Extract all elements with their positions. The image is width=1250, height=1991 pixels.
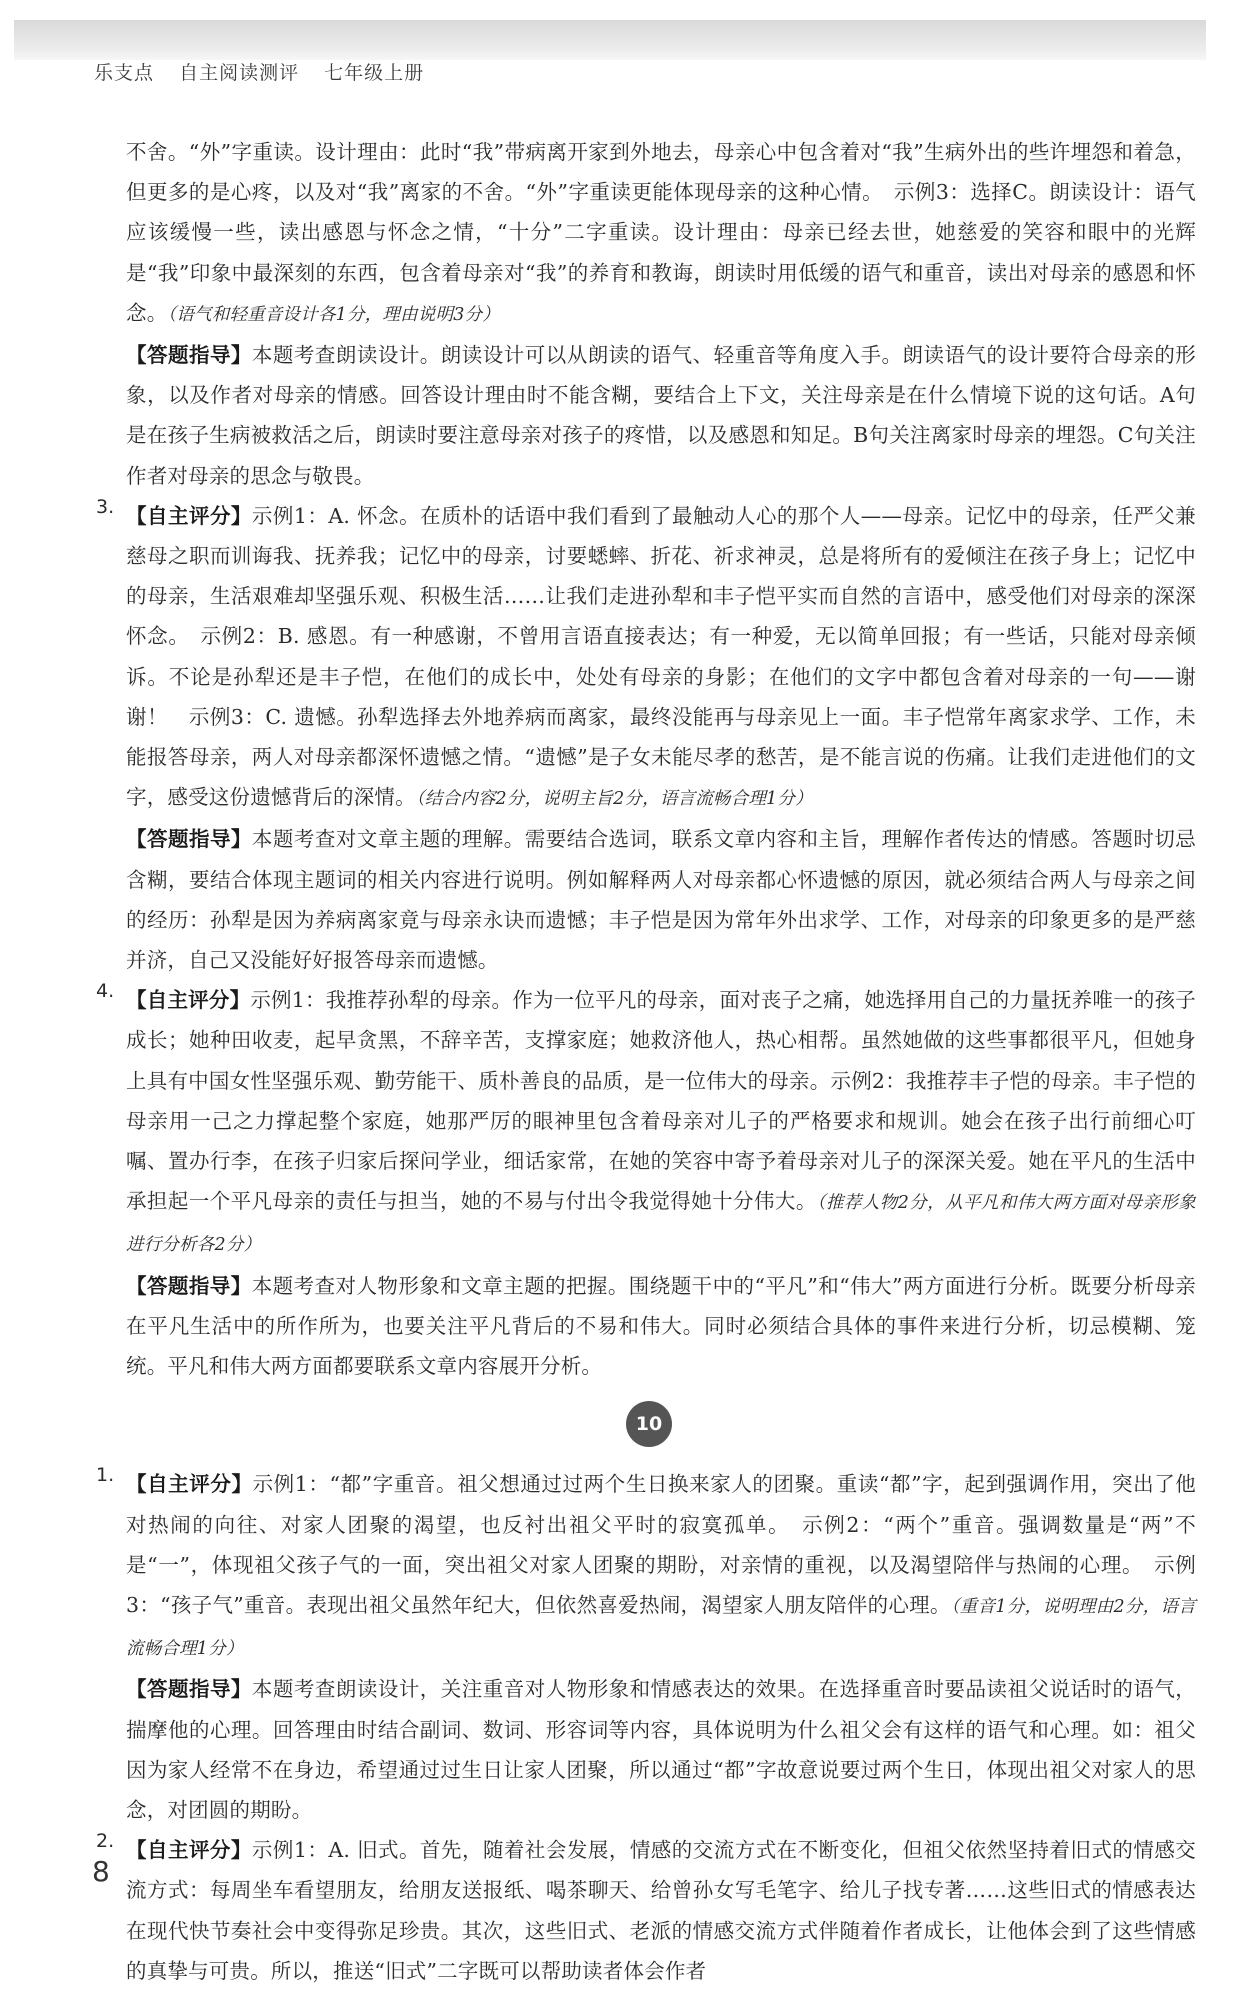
answer-item <box>96 1464 1196 1830</box>
guide-tag: 【答题指导】 <box>126 343 252 368</box>
item-number: 4. <box>96 980 115 1003</box>
guide-tag: 【答题指导】 <box>126 827 252 852</box>
scoring-tag: 【自主评分】 <box>126 503 252 528</box>
answer-item <box>96 496 1196 980</box>
scoring-note: （推荐人物2分，从平凡和伟大两方面对母亲形象进行分析各2分） <box>126 1193 1196 1256</box>
continued-guide <box>96 335 1196 496</box>
answer-item <box>96 1830 1196 1991</box>
continued-answer <box>96 132 1196 335</box>
page-number: 8 <box>92 1855 110 1888</box>
answer-text: 示例1：我推荐孙犁的母亲。作为一位平凡的母亲，面对丧子之痛，她选择用自己的力量抚养唯一的孩子成长；她种田收麦，起早贪黑，不辞辛苦，支撑家庭；她救济他人，热心相帮。虽然她做的这些事都很平凡，但她身上具有中国女性坚强乐观、勤劳能干、质朴善良的品质，是一位伟大的母亲。示例2：我推荐丰子恺的母亲。丰子恺的母亲用一己之力撑起整个家庭，她那严厉的眼神里包含着母亲对儿子的严格要求和规训。她会在孩子出行前细心叮嘱、置办行李，在孩子归家后探问学业，细话家常，在她的笑容中寄予着母亲对儿子的深深关爱。她在平凡的生活中承担起一个平凡母亲的责任与担当，她的不易与付出令我觉得她十分伟大。 <box>126 988 1196 1214</box>
item-answer <box>126 496 1196 820</box>
item-number: 3. <box>96 495 115 518</box>
header-brand: 乐支点 <box>94 62 155 84</box>
guide-text: 本题考查对人物形象和文章主题的把握。围绕题干中的“平凡”和“伟大”两方面进行分析。既要分析母亲在平凡生活中的所作所为，也要关注平凡背后的不易和伟大。同时必须结合具体的事件来进行分析，切忌模糊、笼统。平凡和伟大两方面都要联系文章内容展开分析。 <box>126 1273 1196 1379</box>
answer-text: 示例1：A. 旧式。首先，随着社会发展，情感的交流方式在不断变化，但祖父依然坚持着旧式的情感交流方式：每周坐车看望朋友，给朋友送报纸、喝茶聊天、给曾孙女写毛笔字、给儿子找专著……这些旧式的情感表达在现代快节奏社会中变得弥足珍贵。其次，这些旧式、老派的情感交流方式伴随着作者成长，让他体会到了这些情感的真挚与可贵。所以，推送“旧式”二字既可以帮助读者体会作者 <box>126 1838 1197 1983</box>
scoring-note: （结合内容2分，说明主旨2分，语言流畅合理1分） <box>415 789 813 810</box>
scoring-tag: 【自主评分】 <box>126 1472 253 1497</box>
item-guide <box>126 1266 1196 1387</box>
item-guide <box>126 819 1196 980</box>
answer-text: 示例1：A. 怀念。在质朴的话语中我们看到了最触动人心的那个人——母亲。记忆中的母亲，任严父兼慈母之职而训诲我、抚养我；记忆中的母亲，讨要蟋蟀、折花、祈求神灵，总是将所有的爱倾注在孩子身上；记忆中的母亲，生活艰难却坚强乐观、积极生活……让我们走进孙犁和丰子恺平实而自然的言语中，感受他们对母亲的深深怀念。 示例2：B. 感恩。有一种感谢，不曾用言语直接表达；有一种爱，无以简单回报；有一些话，只能对母亲倾诉。不论是孙犁还是丰子恺，在他们的成长中，处处有母亲的身影；在他们的文字中都包含着对母亲的一句——谢谢！ 示例3：C. 遗憾。孙犁选择去外地养病而离家，最终没能再与母亲见上一面。丰子恺常年离家求学、工作，未能报答母亲，两人对母亲都深怀遗憾之情。“遗憾”是子女未能尽孝的愁苦，是不能言说的伤痛。让我们走进他们的文字，感受这份遗憾背后的深情。 <box>126 503 1196 810</box>
section-divider <box>96 1386 1196 1464</box>
item-answer <box>126 1464 1196 1669</box>
item-number: 1. <box>96 1464 115 1487</box>
answer-item <box>96 980 1196 1386</box>
header-grade: 七年级上册 <box>324 62 425 84</box>
page-header <box>94 58 442 85</box>
scoring-tag: 【自主评分】 <box>126 988 251 1013</box>
answer-text: 示例1：“都”字重音。祖父想通过过两个生日换来家人的团聚。重读“都”字，起到强调作用，突出了他对热闹的向往、对家人团聚的渴望，也反衬出祖父平时的寂寞孤单。 示例2：“两个”重音。强调数量是“两”不是“一”，体现祖父孩子气的一面，突出祖父对家人团聚的期盼，对亲情的重视，以及渴望陪伴与热闹的心理。 示例3：“孩子气”重音。表现出祖父虽然年纪大，但依然喜爱热闹，渴望家人朋友陪伴的心理。 <box>126 1472 1196 1617</box>
page-content <box>96 132 1196 1991</box>
item-number: 2. <box>96 1830 115 1853</box>
guide-tag: 【答题指导】 <box>126 1677 252 1702</box>
scoring-note: （重音1分，说明理由2分，语言流畅合理1分） <box>126 1596 1196 1660</box>
guide-text: 本题考查朗读设计。朗读设计可以从朗读的语气、轻重音等角度入手。朗读语气的设计要符合母亲的形象，以及作者对母亲的情感。回答设计理由时不能含糊，要结合上下文，关注母亲是在什么情境下说的这句话。A句是在孩子生病被救活之后，朗读时要注意母亲对孩子的疼惜，以及感恩和知足。B句关注离家时母亲的埋怨。C句关注作者对母亲的思念与敬畏。 <box>126 343 1197 488</box>
guide-tag: 【答题指导】 <box>126 1273 252 1298</box>
item-guide <box>126 1669 1196 1830</box>
continued-answer-text: 不舍。“外”字重读。设计理由：此时“我”带病离开家到外地去，母亲心中包含着对“我”生病外出的些许埋怨和着急，但更多的是心疼，以及对“我”离家的不舍。“外”字重读更能体现母亲的这种心情。 示例3：选择C。朗读设计：语气应该缓慢一些，读出感恩与怀念之情，“十分”二字重读。设计理由：母亲已经去世，她慈爱的笑容和眼中的光辉是“我”印象中最深刻的东西，包含着母亲对“我”的养育和教诲，朗读时用低缓的语气和重音，读出对母亲的感恩和怀念。 <box>126 140 1196 325</box>
section-number-badge: 10 <box>626 1401 672 1447</box>
guide-text: 本题考查朗读设计，关注重音对人物形象和情感表达的效果。在选择重音时要品读祖父说话时的语气，揣摩他的心理。回答理由时结合副词、数词、形容词等内容，具体说明为什么祖父会有这样的语气和心理。如：祖父因为家人经常不在身边，希望通过过生日让家人团聚，所以通过“都”字故意说要过两个生日，体现出祖父对家人的思念，对团圆的期盼。 <box>126 1677 1197 1822</box>
scoring-tag: 【自主评分】 <box>126 1838 252 1863</box>
header-series: 自主阅读测评 <box>179 62 300 84</box>
continued-scoring: （语气和轻重音设计各1分，理由说明3分） <box>167 304 500 325</box>
item-answer <box>126 1830 1196 1991</box>
guide-text: 本题考查对文章主题的理解。需要结合选词，联系文章内容和主旨，理解作者传达的情感。答题时切忌含糊，要结合体现主题词的相关内容进行说明。例如解释两人对母亲都心怀遗憾的原因，就必须结合两人与母亲之间的经历：孙犁是因为养病离家竟与母亲永诀而遗憾；丰子恺是因为常年外出求学、工作，对母亲的印象更多的是严慈并济，自己又没能好好报答母亲而遗憾。 <box>126 827 1197 973</box>
item-answer <box>126 980 1196 1265</box>
top-shadow-band <box>14 20 1206 60</box>
